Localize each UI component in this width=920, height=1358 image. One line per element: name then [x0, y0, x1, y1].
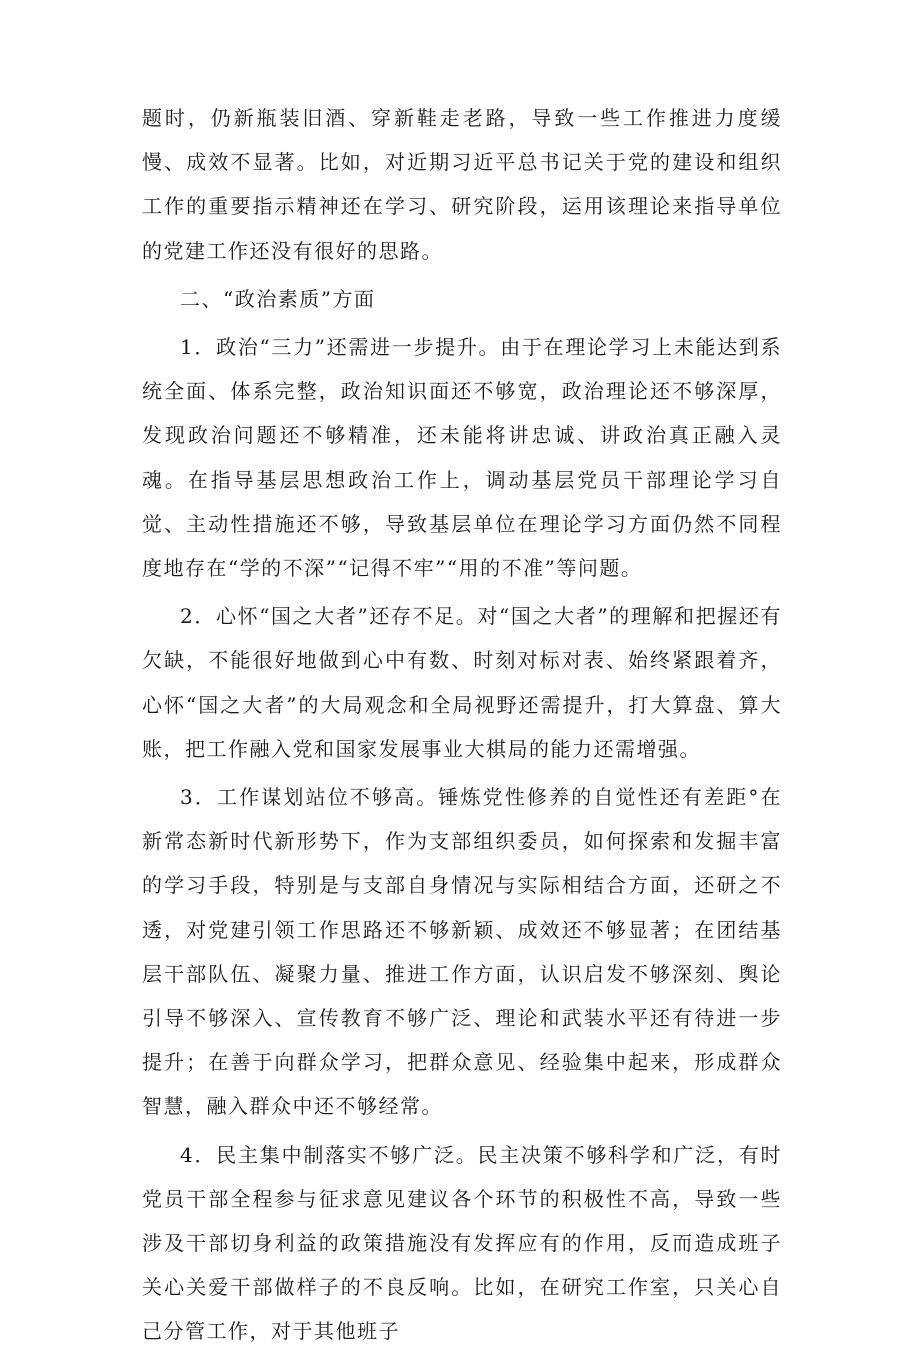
paragraph-continuation: 题时，仍新瓶装旧酒、穿新鞋走老路，导致一些工作推进力度缓慢、成效不显著。比如，对近期习近平总书记关于党的建设和组织工作的重要指示精神还在学习、研究阶段，运用该理论来指导单位的党建工作还没有很好的思路。: [142, 106, 782, 263]
paragraph-item-2: 2．心怀“国之大者”还存不足。对“国之大者”的理解和把握还有欠缺，不能很好地做到心中有数、时刻对标对表、始终紧跟着齐，心怀“国之大者”的大局观念和全局视野还需提升，打大算盘、算大账，把工作融入党和国家发展事业大棋局的能力还需增强。: [142, 604, 782, 761]
document-body: [142, 96, 782, 1358]
paragraph-item-3: 3．工作谋划站位不够高。锤炼党性修养的自觉性还有差距°在新常态新时代新形势下，作为支部组织委员，如何探索和发掘丰富的学习手段，特别是与支部自身情况与实际相结合方面，还研之不透，对党建引领工作思路还不够新颖、成效还不够显著；在团结基层干部队伍、凝聚力量、推进工作方面，认识启发不够深刻、舆论引导不够深入、宣传教育不够广泛、理论和武装水平还有待进一步提升；在善于向群众学习，把群众意见、经验集中起来，形成群众智慧，融入群众中还不够经常。: [142, 785, 782, 1119]
section-heading: 二、“政治素质”方面: [180, 286, 376, 311]
paragraph-item-4: 4．民主集中制落实不够广泛。民主决策不够科学和广泛，有时党员干部全程参与征求意见建议各个环节的积极性不高，导致一些涉及干部切身利益的政策措施没有发挥应有的作用，反而造成班子关心关爱干部做样子的不良反响。比如，在研究工作室，只关心自己分管工作，对于其他班子: [142, 1142, 782, 1344]
paragraph-item-1: 1．政治“三力”还需进一步提升。由于在理论学习上未能达到系统全面、体系完整，政治知识面还不够宽，政治理论还不够深厚，发现政治问题还不够精准，还未能将讲忠诚、讲政治真正融入灵魂。在指导基层思想政治工作上，调动基层党员干部理论学习自觉、主动性措施还不够，导致基层单位在理论学习方面仍然不同程度地存在“学的不深”“记得不牢”“用的不准”等问题。: [142, 335, 782, 581]
